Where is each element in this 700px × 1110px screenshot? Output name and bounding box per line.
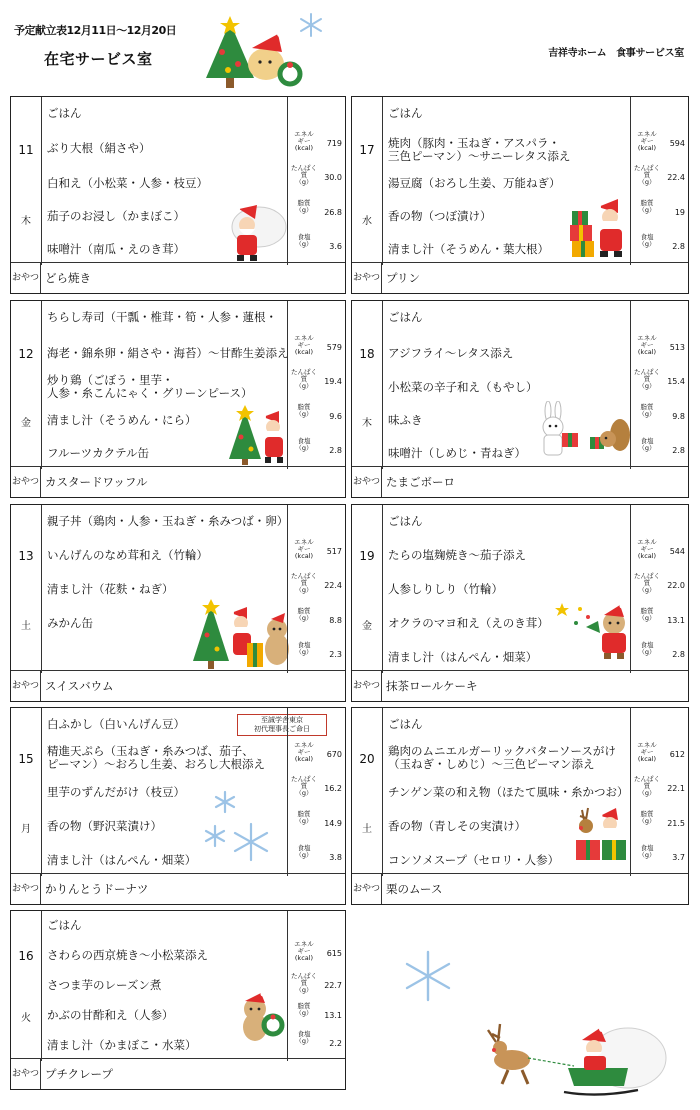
salt-label: 食塩 [297,641,311,649]
fat-label: 脂質 [297,607,311,615]
salt-unit: （g） [638,648,656,656]
energy-label: エネル [637,538,657,546]
salt-row [288,234,345,264]
dish-item: 清まし汁（花麩・ねぎ） [47,582,174,596]
day-number: 20 [359,752,375,766]
reindeer-santa-icon [574,806,630,864]
dish-item: 三色ピーマン）～サニーレタス添え [388,149,571,163]
salt-unit: （g） [295,851,313,859]
bear-cracker-icon [550,597,632,661]
protein-label: 質 [300,979,308,987]
energy-row [288,742,345,772]
weekday: 木 [21,216,31,227]
dish-item: ごはん [47,918,82,932]
salt-label: 食塩 [297,844,311,852]
snack-row [11,670,345,701]
snack-name: 抹茶ロールケーキ [386,679,478,693]
fat-unit: （g） [638,817,656,825]
protein-row [288,369,345,399]
protein-row [631,776,688,806]
protein-label: 質 [300,171,308,179]
menu-day-12 [10,300,346,498]
dish-item: たらの塩麹焼き～茄子添え [388,548,526,562]
day-number: 19 [359,549,375,563]
snack-name: 栗のムース [386,882,443,896]
dish-item: 清まし汁（はんぺん・畑菜） [47,853,197,867]
snack-row [352,466,688,497]
snack-name: たまごボーロ [386,475,455,489]
page-title: 在宅サービス室 [44,50,153,68]
energy-row [631,539,688,569]
menu-day-18 [351,300,689,498]
fat-row [288,811,345,841]
snowflake-icon [404,950,452,1002]
dish-item: 焼肉（豚肉・玉ねぎ・アスパラ・ [388,136,561,150]
dish-item: （玉ねぎ・しめじ）～三色ピーマン添え [388,757,595,771]
snack-name: かりんとうドーナツ [45,882,149,896]
salt-value: 3.6 [329,242,342,251]
dish-item: 白和え（小松菜・人参・枝豆） [47,176,208,190]
dish-item: ごはん [388,514,423,528]
energy-unit: (kcal) [294,954,314,962]
dish-item: 清まし汁（そうめん・にら） [47,413,197,427]
salt-unit: （g） [295,648,313,656]
dish-item: 味噌汁（南瓜・えのき茸） [47,242,185,256]
snack-label: おやつ [352,671,382,701]
menu-day-15 [10,707,346,905]
dish-item: ちらし寿司（干瓢・椎茸・筍・人参・蓮根・ [47,310,277,324]
snack-label: おやつ [352,263,382,293]
protein-label: 質 [300,375,308,383]
fat-value: 13.1 [667,616,685,625]
dish-item: 人参・糸こんにゃく・グリーンピース） [47,386,253,400]
dish-item: アジフライ～レタス添え [388,346,514,360]
protein-label: 質 [643,375,651,383]
fat-label: 脂質 [297,810,311,818]
protein-label: たんぱく [634,164,660,172]
energy-label: ギー [640,341,654,349]
fat-label: 脂質 [640,403,654,411]
snack-label: おやつ [11,263,41,293]
energy-unit: (kcal) [637,552,657,560]
energy-value: 719 [326,139,342,148]
snack-name: どら焼き [45,271,91,285]
protein-unit: （g） [295,382,313,390]
dish-item: 味噌汁（しめじ・青ねぎ） [388,446,526,460]
protein-label: たんぱく [291,164,317,172]
dish-item: さつま芋のレーズン煮 [47,978,162,992]
protein-value: 22.1 [667,784,685,793]
dish-item: 清まし汁（そうめん・葉大根） [388,242,549,256]
fat-unit: （g） [638,614,656,622]
dish-item: ピーマン）～おろし生姜、おろし大根添え [47,757,266,771]
protein-label: 質 [643,171,651,179]
dish-item: かぶの甘酢和え（人参） [47,1008,174,1022]
memorial-line: 至誠学舎東京 [261,716,303,724]
energy-value: 615 [326,949,342,958]
memorial-line: 初代理事長ご命日 [254,725,310,733]
fat-value: 21.5 [667,819,685,828]
fat-label: 脂質 [297,1002,311,1010]
dish-item: 人参しりしり（竹輪） [388,582,503,596]
salt-label: 食塩 [297,437,311,445]
weekday: 土 [362,824,372,835]
energy-label: ギー [297,748,311,756]
salt-row [631,234,688,264]
dish-item: 親子丼（鶏肉・人参・玉ねぎ・糸みつば・卵） [47,514,289,528]
dish-item: 湯豆腐（おろし生姜、万能ねぎ） [388,176,561,190]
dish-item: ごはん [388,106,423,120]
dish-item: 鶏肉のムニエルガーリックバターソースがけ [388,744,616,758]
salt-label: 食塩 [640,641,654,649]
protein-label: たんぱく [291,775,317,783]
fat-value: 9.6 [329,412,342,421]
salt-value: 2.8 [329,446,342,455]
dish-item: 清まし汁（はんぺん・畑菜） [388,650,538,664]
salt-value: 3.8 [329,853,342,862]
salt-unit: （g） [638,240,656,248]
organization-name: 吉祥寺ホーム 食事サービス室 [548,48,684,59]
protein-value: 30.0 [324,173,342,182]
energy-row [631,335,688,365]
dish-item: 味ふき [388,413,423,427]
salt-unit: （g） [295,444,313,452]
dish-item: 精進天ぷら（玉ねぎ・糸みつば、茄子、 [47,744,254,758]
energy-value: 517 [326,547,342,556]
energy-label: ギー [297,947,311,955]
energy-label: エネル [637,741,657,749]
salt-row [288,438,345,468]
energy-unit: (kcal) [294,144,314,152]
weekday: 木 [362,418,372,429]
salt-value: 3.7 [672,853,685,862]
day-number: 18 [359,347,375,361]
salt-value: 2.8 [672,650,685,659]
protein-label: たんぱく [291,972,317,980]
protein-label: 質 [643,782,651,790]
fat-row [288,200,345,230]
snack-label: おやつ [11,874,41,904]
protein-unit: （g） [295,586,313,594]
protein-value: 19.4 [324,377,342,386]
energy-unit: (kcal) [294,348,314,356]
snack-row [352,262,688,293]
fat-unit: （g） [295,206,313,214]
snack-label: おやつ [11,1059,41,1089]
snack-name: プチクレープ [45,1067,113,1081]
dish-item: 白ふかし（白いんげん豆） [47,717,185,731]
protein-label: 質 [643,579,651,587]
protein-value: 16.2 [324,784,342,793]
protein-label: 質 [300,782,308,790]
salt-value: 2.3 [329,650,342,659]
fat-label: 脂質 [640,607,654,615]
energy-unit: (kcal) [637,144,657,152]
santa-icon [221,201,287,265]
snack-row [11,262,345,293]
fat-row [631,404,688,434]
dish-item: 里芋のずんだがけ（枝豆） [47,785,185,799]
snack-name: カスタードワッフル [45,475,148,489]
salt-label: 食塩 [640,437,654,445]
protein-row [288,573,345,603]
snack-name: プリン [386,271,421,285]
energy-label: ギー [297,545,311,553]
energy-value: 594 [669,139,685,148]
snack-label: おやつ [352,874,382,904]
dish-item: 茄子のお浸し（かまぼこ） [47,209,185,223]
energy-row [288,941,345,971]
fat-unit: （g） [638,206,656,214]
fat-row [288,404,345,434]
santa-presents-icon [568,197,632,261]
fat-row [631,811,688,841]
protein-unit: （g） [295,178,313,186]
protein-row [631,369,688,399]
bear-wreath-icon [235,989,287,1043]
energy-label: エネル [637,334,657,342]
dish-item: いんげんのなめ茸和え（竹輪） [47,548,208,562]
snack-label: おやつ [352,467,382,497]
salt-unit: （g） [295,1037,313,1045]
salt-unit: （g） [638,444,656,452]
dish-item: ぶり大根（絹さや） [47,141,151,155]
dish-item: 清まし汁（かまぼこ・水菜） [47,1038,197,1052]
salt-row [288,1031,345,1061]
snack-row [11,873,345,904]
snack-row [11,466,345,497]
salt-label: 食塩 [640,844,654,852]
energy-value: 513 [669,343,685,352]
salt-value: 2.2 [329,1039,342,1048]
fat-value: 8.8 [329,616,342,625]
menu-day-19 [351,504,689,702]
fat-label: 脂質 [297,199,311,207]
weekday: 土 [21,621,31,632]
energy-value: 579 [326,343,342,352]
snack-label: おやつ [11,467,41,497]
salt-unit: （g） [295,240,313,248]
dish-item: 炒り鶏（ごぼう・里芋・ [47,373,174,387]
fat-unit: （g） [295,1009,313,1017]
dish-item: 香の物（つぼ漬け） [388,209,492,223]
fat-row [631,200,688,230]
dish-item: ごはん [47,106,82,120]
energy-unit: (kcal) [294,755,314,763]
energy-label: エネル [294,334,314,342]
protein-unit: （g） [638,586,656,594]
day-number: 11 [18,143,34,157]
menu-day-20 [351,707,689,905]
fat-label: 脂質 [640,810,654,818]
energy-value: 544 [669,547,685,556]
energy-label: エネル [294,538,314,546]
energy-row [631,742,688,772]
dish-item: 海老・錦糸卵・絹さや・海苔）～甘酢生姜添え [47,346,289,360]
fat-value: 14.9 [324,819,342,828]
salt-row [631,845,688,875]
dish-item: 香の物（青しその実漬け） [388,819,526,833]
energy-value: 612 [669,750,685,759]
fat-unit: （g） [295,410,313,418]
protein-row [631,573,688,603]
protein-unit: （g） [295,789,313,797]
tree-santa-bear-icon [191,599,295,671]
protein-unit: （g） [638,789,656,797]
dish-item: フルーツカクテル缶 [47,446,150,460]
protein-row [631,165,688,195]
salt-label: 食塩 [640,233,654,241]
fat-row [288,608,345,638]
salt-label: 食塩 [297,233,311,241]
dish-item: ごはん [388,310,423,324]
menu-period: 予定献立表12月11日～12月20日 [14,24,177,37]
snack-label: おやつ [11,671,41,701]
snack-name: スイスバウム [45,679,114,693]
santa-sleigh-icon [478,1010,668,1100]
salt-value: 2.8 [672,242,685,251]
dish-item: コンソメスープ（セロリ・人参） [388,853,560,867]
dish-item: オクラのマヨ和え（えのき茸） [388,616,549,630]
fat-value: 13.1 [324,1011,342,1020]
energy-label: エネル [294,940,314,948]
protein-row [288,973,345,1003]
energy-row [288,539,345,569]
day-number: 13 [18,549,34,563]
fat-unit: （g） [295,817,313,825]
salt-label: 食塩 [297,1030,311,1038]
energy-row [631,131,688,161]
weekday: 金 [362,621,372,632]
energy-unit: (kcal) [637,348,657,356]
snack-row [352,670,688,701]
fat-value: 9.8 [672,412,685,421]
weekday: 金 [21,418,31,429]
energy-label: ギー [297,341,311,349]
salt-row [288,845,345,875]
weekday: 月 [21,824,31,835]
fat-row [631,608,688,638]
menu-day-16 [10,910,346,1090]
salt-row [631,642,688,672]
dish-item: 小松菜の辛子和え（もやし） [388,380,538,394]
fat-unit: （g） [638,410,656,418]
salt-row [631,438,688,468]
snack-row [352,873,688,904]
protein-label: 質 [300,579,308,587]
energy-unit: (kcal) [294,552,314,560]
weekday: 火 [21,1013,31,1024]
energy-label: ギー [297,137,311,145]
menu-day-11 [10,96,346,294]
fat-row [288,1003,345,1033]
dish-item: チンゲン菜の和え物（ほたて風味・糸かつお） [388,785,629,799]
protein-value: 22.4 [667,173,685,182]
protein-unit: （g） [638,382,656,390]
energy-row [288,131,345,161]
energy-label: ギー [640,137,654,145]
protein-unit: （g） [295,986,313,994]
protein-value: 22.4 [324,581,342,590]
snowflake-icon [298,12,324,38]
snack-row [11,1058,345,1089]
christmas-tree-icon [200,8,312,94]
fat-value: 19 [674,208,685,217]
energy-label: エネル [637,130,657,138]
protein-label: たんぱく [634,368,660,376]
protein-value: 22.7 [324,981,342,990]
dish-item: ごはん [388,717,423,731]
menu-day-17 [351,96,689,294]
fat-label: 脂質 [640,199,654,207]
energy-unit: (kcal) [637,755,657,763]
salt-value: 2.8 [672,446,685,455]
energy-label: エネル [294,741,314,749]
salt-row [288,642,345,672]
rabbit-squirrel-icon [538,401,634,465]
dish-item: 香の物（野沢菜漬け） [47,819,162,833]
dish-item: さわらの西京焼き～小松菜添え [47,948,208,962]
protein-label: たんぱく [634,572,660,580]
protein-label: たんぱく [291,368,317,376]
weekday: 水 [362,216,372,227]
snowflake-icon [201,790,281,870]
energy-label: ギー [640,545,654,553]
salt-unit: （g） [638,851,656,859]
fat-value: 26.8 [324,208,342,217]
energy-value: 670 [326,750,342,759]
day-number: 15 [18,752,34,766]
protein-label: たんぱく [634,775,660,783]
menu-day-13 [10,504,346,702]
day-number: 12 [18,347,34,361]
energy-row [288,335,345,365]
protein-row [288,165,345,195]
protein-label: たんぱく [291,572,317,580]
protein-row [288,776,345,806]
christmas-tree-santa-icon [227,405,291,467]
day-number: 16 [18,949,34,963]
energy-label: ギー [640,748,654,756]
energy-label: エネル [294,130,314,138]
day-number: 17 [359,143,375,157]
protein-unit: （g） [638,178,656,186]
dish-item: みかん缶 [47,616,93,630]
protein-value: 22.0 [667,581,685,590]
fat-label: 脂質 [297,403,311,411]
protein-value: 15.4 [667,377,685,386]
fat-unit: （g） [295,614,313,622]
